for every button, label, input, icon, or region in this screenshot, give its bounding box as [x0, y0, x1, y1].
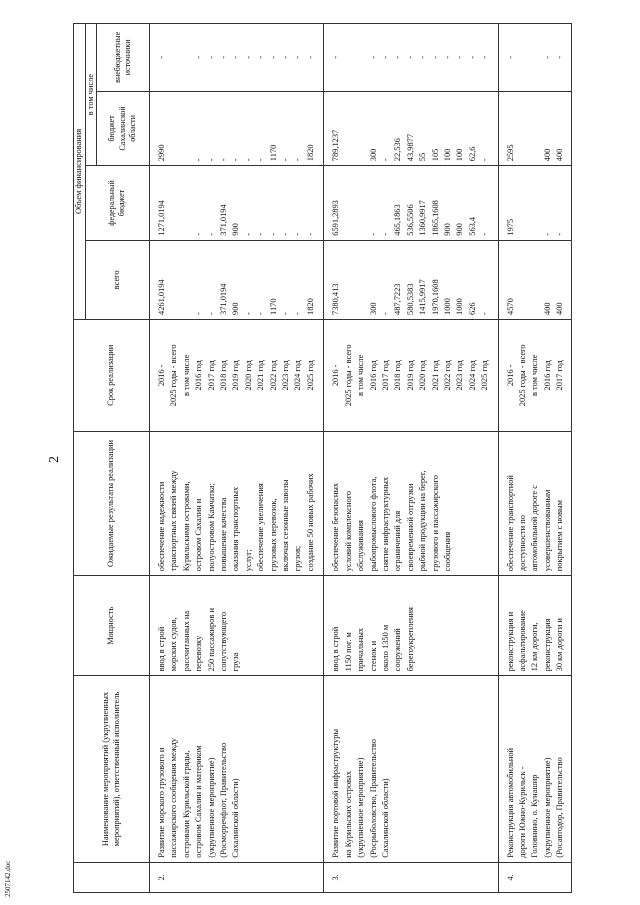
- amount-regional-line: 62,6: [467, 146, 477, 162]
- amount-extra-line: -: [480, 55, 490, 59]
- expected-results-line: включая сезонные завозы: [281, 479, 291, 572]
- amount-total-line: -: [380, 312, 390, 315]
- header-total: всего: [85, 240, 150, 319]
- implementation-period-line: 2017 год: [380, 360, 390, 391]
- amount-federal-line: -: [194, 232, 204, 236]
- measure-name: [498, 676, 571, 862]
- expected-results-line: полуостровом Камчатка;: [206, 483, 216, 572]
- amount-regional-line: 55: [418, 152, 428, 162]
- expected-results-line: обеспечение увеличения: [256, 483, 266, 572]
- header-num: [74, 862, 150, 892]
- capacity-line: стенок и: [368, 640, 378, 672]
- amount-extra-line: -: [405, 55, 415, 59]
- implementation-period-line: 2024 год: [293, 360, 303, 391]
- amount-total-line: 1820: [305, 298, 315, 315]
- capacity-line: рассчитанных на: [181, 610, 191, 672]
- amount-federal-line: -: [293, 232, 303, 236]
- amount-federal-line: -: [243, 232, 253, 236]
- amount-total-line: 7380,413: [331, 283, 341, 315]
- amount-regional-line: 22,536: [393, 138, 403, 162]
- header-row-1: [74, 24, 86, 893]
- expected-results-line: оказания транспортных: [231, 486, 241, 572]
- amount-total-line: -: [281, 312, 291, 315]
- amount-total-line: 300: [368, 302, 378, 315]
- capacity-line: асфальтирование: [517, 610, 527, 672]
- implementation-period-line: 2021 год: [430, 360, 440, 391]
- amount-regional-line: 400: [542, 148, 552, 162]
- expected-results-line: условий комплексного: [343, 490, 353, 572]
- amount-total: [150, 240, 324, 319]
- measure-name-line: (Росрыболовство, Правительство: [368, 739, 378, 858]
- amount-extra-line: -: [293, 55, 303, 59]
- expected-results-line: услуг;: [243, 549, 253, 572]
- amount-federal-line: -: [555, 232, 565, 236]
- amount-extra-line: -: [455, 55, 465, 59]
- amount-regional-line: 100: [442, 148, 452, 162]
- expected-results-line: грузовых перевозок,: [268, 498, 278, 572]
- implementation-period-line: 2022 год: [442, 360, 452, 391]
- measure-name-line: (Росавтодор, Правительство: [555, 757, 565, 858]
- amount-total-line: 371,0194: [219, 283, 229, 315]
- amount-federal-line: -: [480, 232, 490, 236]
- capacity-line: 12 км дороги,: [530, 622, 540, 672]
- amount-extra-line: -: [194, 55, 204, 59]
- amount-regional-line: 2990: [157, 144, 166, 162]
- amount-extra: [498, 24, 571, 92]
- amount-total-line: -: [194, 312, 204, 315]
- capacity: [150, 576, 324, 676]
- implementation-period-line: 2025 годы - всего: [517, 344, 527, 407]
- amount-extra-line: -: [380, 55, 390, 59]
- measure-name-line: Развитие портовой инфраструктуры: [331, 728, 341, 858]
- header-name: Наименование мероприятий (укрупненных мероприятий), ответственный исполнитель: [74, 676, 150, 862]
- amount-total: [324, 240, 498, 319]
- footer-filename: 2507142.doc: [4, 860, 12, 897]
- expected-results-line: грузов;: [293, 545, 303, 572]
- implementation-period-line: 2021 год: [256, 360, 266, 391]
- amount-total-line: 487,7223: [393, 283, 403, 315]
- amount-extra-line: [181, 28, 193, 87]
- amount-total-line: [168, 245, 180, 315]
- amount-regional-line: 2595: [505, 144, 515, 162]
- capacity-line: причальных: [356, 627, 366, 672]
- amount-regional: [324, 91, 498, 166]
- amount-total-line: -: [293, 312, 303, 315]
- table-row: [324, 24, 498, 893]
- table-row: [498, 24, 571, 893]
- amount-federal-line: -: [380, 232, 390, 236]
- expected-results: [498, 431, 571, 575]
- amount-federal-line: -: [542, 232, 552, 236]
- measure-name-line: островом Сахалин и материком: [194, 745, 204, 858]
- measure-name-line: Реконструкция автомобильной: [505, 747, 515, 858]
- implementation-period-line: 2016 год: [368, 360, 378, 391]
- amount-regional-line: [517, 96, 529, 162]
- amount-total-line: 900: [231, 302, 241, 315]
- amount-regional-line: [355, 96, 367, 162]
- capacity-line: ввод в строй: [331, 626, 341, 672]
- amount-total-line: -: [256, 312, 266, 315]
- amount-federal: [324, 166, 498, 241]
- amount-federal-line: -: [305, 232, 315, 236]
- amount-federal-line: 1360,9917: [418, 200, 428, 236]
- expected-results-line: обеспечение безопасных: [331, 482, 341, 572]
- implementation-period-line: 2016 -: [157, 364, 166, 387]
- implementation-period-line: в том числе: [181, 354, 191, 397]
- table-row: [150, 24, 324, 893]
- capacity: [324, 576, 498, 676]
- amount-extra-line: [355, 28, 367, 87]
- implementation-period-line: 2025 годы - всего: [169, 344, 179, 407]
- header-regional: бюджет Сахалинской области: [97, 91, 150, 166]
- implementation-period-line: 2017 год: [206, 360, 216, 391]
- amount-regional: [498, 91, 571, 166]
- amount-regional-line: -: [293, 158, 303, 162]
- amount-extra-line: -: [281, 55, 291, 59]
- amount-federal-line: [355, 170, 367, 236]
- amount-total-line: 626: [467, 302, 477, 315]
- amount-total-line: 1970,1608: [430, 279, 440, 315]
- measure-name: [324, 676, 498, 862]
- amount-regional-line: -: [480, 158, 490, 162]
- amount-total-line: 4570: [505, 298, 515, 315]
- amount-federal-line: 371,0194: [219, 204, 229, 236]
- amount-regional-line: [181, 96, 193, 162]
- amount-total-line: 400: [542, 302, 552, 315]
- amount-extra-line: -: [430, 55, 440, 59]
- measure-name-line: Развитие морского грузового и: [157, 747, 166, 858]
- amount-extra-line: -: [157, 55, 166, 59]
- capacity-line: реконструкция: [542, 618, 552, 672]
- header-power: Мощность: [74, 576, 150, 676]
- expected-results-line: автомобильной дороге с: [530, 484, 540, 572]
- header-results: Ожидаемые результаты реализации: [74, 431, 150, 575]
- amount-extra-line: -: [331, 55, 341, 59]
- measure-name: [150, 676, 324, 862]
- implementation-period-line: 2023 год: [281, 360, 291, 391]
- capacity: [498, 576, 571, 676]
- amount-federal-line: 6591,2893: [331, 200, 341, 236]
- amount-extra-line: -: [256, 55, 266, 59]
- amount-regional-line: 100: [455, 148, 465, 162]
- amount-extra-line: -: [206, 55, 216, 59]
- amount-federal-line: [517, 170, 529, 236]
- amount-federal-line: -: [281, 232, 291, 236]
- page-number: 2: [47, 456, 62, 463]
- expected-results-line: островом Сахалин и: [194, 498, 204, 572]
- implementation-period-line: 2025 годы - всего: [343, 344, 353, 407]
- amount-total-line: 4261,0194: [157, 279, 166, 315]
- amount-total-line: [181, 245, 193, 315]
- measure-name-line: (Росморречфлот, Правительство: [219, 742, 229, 858]
- header-including: в том числе: [85, 24, 97, 166]
- implementation-period-line: в том числе: [530, 354, 540, 397]
- amount-total-line: 580,5383: [405, 283, 415, 315]
- expected-results: [324, 431, 498, 575]
- expected-results-line: повышение качества: [219, 497, 229, 572]
- header-extra: внебюджетные источники: [97, 24, 150, 92]
- amount-extra-line: -: [219, 55, 229, 59]
- capacity-line: сооружений: [393, 628, 403, 672]
- row-number: 4.: [498, 862, 571, 892]
- amount-extra-line: [517, 28, 529, 87]
- amount-federal-line: 1865,1608: [430, 200, 440, 236]
- expected-results-line: своевременной отгрузки: [405, 483, 415, 572]
- amount-extra-line: -: [505, 55, 515, 59]
- expected-results-line: обеспечение надежности: [157, 481, 166, 572]
- measure-name-line: пассажирского сообщения между: [169, 738, 179, 858]
- amount-federal-line: [181, 170, 193, 236]
- expected-results-line: покрытием с новым: [555, 500, 565, 572]
- amount-extra-line: -: [542, 55, 552, 59]
- implementation-period-line: 2020 год: [243, 360, 253, 391]
- amount-regional-line: -: [219, 158, 229, 162]
- amount-extra-line: -: [368, 55, 378, 59]
- expected-results-line: обеспечение транспортной: [505, 475, 515, 572]
- measure-name-line: (укрупненное мероприятие): [206, 757, 216, 858]
- expected-results-line: транспортных связей между: [169, 470, 179, 572]
- amount-regional-line: 400: [555, 148, 565, 162]
- amount-extra-line: [529, 28, 541, 87]
- expected-results-line: ограничений для: [393, 510, 403, 572]
- amount-regional-line: -: [243, 158, 253, 162]
- amount-total-line: [517, 245, 529, 315]
- amount-total-line: -: [243, 312, 253, 315]
- amount-regional-line: -: [206, 158, 216, 162]
- implementation-period: [324, 319, 498, 431]
- amount-regional-line: [343, 96, 355, 162]
- expected-results-line: снятие инфраструктурных: [380, 476, 390, 572]
- amount-regional-line: 1170: [268, 144, 278, 162]
- amount-regional-line: -: [281, 158, 291, 162]
- expected-results: [150, 431, 324, 575]
- capacity-line: реконструкция и: [505, 611, 515, 672]
- expected-results-line: обслуживания: [356, 520, 366, 572]
- measure-name-line: на Курильских островах: [343, 771, 353, 858]
- amount-total-line: -: [206, 312, 216, 315]
- amount-total-line: 1000: [442, 298, 452, 315]
- amount-regional-line: [168, 96, 180, 162]
- amount-regional-line: -: [194, 158, 204, 162]
- amount-federal-line: -: [256, 232, 266, 236]
- amount-federal-line: -: [368, 232, 378, 236]
- implementation-period-line: 2016 -: [331, 364, 341, 387]
- implementation-period-line: 2023 год: [455, 360, 465, 391]
- amount-regional-line: -: [256, 158, 266, 162]
- amount-extra-line: -: [555, 55, 565, 59]
- implementation-period: [150, 319, 324, 431]
- measure-name-line: Головнино, о. Кунашир: [530, 774, 540, 858]
- implementation-period-line: в том числе: [356, 354, 366, 397]
- amount-federal-line: [529, 170, 541, 236]
- header-financing: Объем финансирования: [74, 24, 86, 320]
- row-number: 3.: [324, 862, 498, 892]
- expected-results-line: рыбной продукции на берег,: [418, 470, 428, 572]
- amount-regional-line: 789,1237: [331, 129, 341, 162]
- amount-extra-line: -: [243, 55, 253, 59]
- amount-total-line: [355, 245, 367, 315]
- amount-regional-line: 105: [430, 148, 440, 162]
- capacity-line: 250 пассажиров и: [206, 608, 216, 672]
- amount-extra: [150, 24, 324, 92]
- amount-federal-line: 900: [455, 223, 465, 236]
- amount-total-line: 1415,9917: [418, 279, 428, 315]
- amount-extra-line: [168, 28, 180, 87]
- amount-total-line: [343, 245, 355, 315]
- amount-regional-line: 1820: [305, 144, 315, 162]
- row-number: 2.: [150, 862, 324, 892]
- amount-extra-line: -: [268, 55, 278, 59]
- amount-regional-line: 43,9877: [405, 133, 415, 162]
- amount-extra-line: -: [467, 55, 477, 59]
- amount-federal-line: 900: [442, 223, 452, 236]
- amount-extra-line: -: [442, 55, 452, 59]
- amount-extra-line: [343, 28, 355, 87]
- expected-results-line: создание 50 новых рабочих: [305, 473, 315, 572]
- expected-results-line: рыбопромыслового флота,: [368, 476, 378, 572]
- amount-regional-line: -: [231, 158, 241, 162]
- financing-table: [73, 23, 572, 893]
- amount-total-line: -: [480, 312, 490, 315]
- amount-regional: [150, 91, 324, 166]
- amount-total-line: 400: [555, 302, 565, 315]
- measure-name-line: (укрупненное мероприятие): [542, 757, 552, 858]
- amount-federal-line: 465,1863: [393, 204, 403, 236]
- capacity-line: морских судов,: [169, 617, 179, 672]
- implementation-period-line: 2022 год: [268, 360, 278, 391]
- amount-federal-line: 900: [231, 223, 241, 236]
- expected-results-line: усовершенствованным: [542, 489, 552, 572]
- amount-total-line: [529, 245, 541, 315]
- amount-extra-line: -: [393, 55, 403, 59]
- expected-results-line: грузового и пассажирского: [430, 475, 440, 572]
- amount-federal-line: 1271,0194: [157, 200, 166, 236]
- amount-extra-line: -: [231, 55, 241, 59]
- expected-results-line: доступности по: [517, 515, 527, 572]
- amount-federal-line: -: [206, 232, 216, 236]
- amount-regional-line: [529, 96, 541, 162]
- measure-name-line: Сахалинской области): [380, 778, 390, 858]
- amount-federal-line: [343, 170, 355, 236]
- amount-extra: [324, 24, 498, 92]
- amount-extra-line: -: [418, 55, 428, 59]
- amount-total: [498, 240, 571, 319]
- implementation-period-line: 2016 -: [505, 364, 515, 387]
- amount-federal-line: 1975: [505, 218, 515, 236]
- implementation-period-line: 2019 год: [405, 360, 415, 391]
- implementation-period-line: 2016 год: [194, 360, 204, 391]
- implementation-period-line: 2017 год: [555, 360, 565, 391]
- header-federal: федеральный бюджет: [85, 166, 150, 241]
- amount-federal-line: [168, 170, 180, 236]
- implementation-period-line: 2025 год: [480, 360, 490, 391]
- implementation-period-line: 2020 год: [418, 360, 428, 391]
- measure-name-line: островами Курильской гряды,: [181, 750, 191, 858]
- implementation-period-line: 2019 год: [231, 360, 241, 391]
- capacity-line: 1150 пог. м: [343, 632, 353, 672]
- capacity-line: ввод в строй: [157, 626, 166, 672]
- implementation-period-line: 2018 год: [219, 360, 229, 391]
- amount-extra-line: -: [305, 55, 315, 59]
- expected-results-line: сообщения: [442, 531, 452, 572]
- amount-total-line: 1170: [268, 298, 278, 315]
- implementation-period-line: 2018 год: [393, 360, 403, 391]
- amount-federal: [150, 166, 324, 241]
- amount-total-line: 1000: [455, 298, 465, 315]
- measure-name-line: дороги Южно-Курильск -: [517, 766, 527, 858]
- measure-name-line: (укрупненное мероприятие): [356, 757, 366, 858]
- implementation-period-line: 2025 год: [305, 360, 315, 391]
- capacity-line: сопутствующего: [219, 611, 229, 672]
- implementation-period-line: 2024 год: [467, 360, 477, 391]
- amount-regional-line: 300: [368, 148, 378, 162]
- amount-federal-line: -: [268, 232, 278, 236]
- capacity-line: перевозку: [194, 635, 204, 672]
- header-period: Срок реализации: [74, 319, 150, 431]
- amount-federal-line: 536,5506: [405, 204, 415, 236]
- expected-results-line: Курильскими островами,: [181, 481, 191, 572]
- measure-name-line: Сахалинской области): [231, 778, 241, 858]
- amount-federal-line: 563,4: [467, 216, 477, 236]
- capacity-line: 30 км дороги и: [555, 618, 565, 672]
- capacity-line: около 1350 м: [380, 624, 390, 672]
- amount-regional-line: -: [380, 158, 390, 162]
- implementation-period: [498, 319, 571, 431]
- implementation-period-line: 2016 год: [542, 360, 552, 391]
- capacity-line: берегоукрепления: [405, 607, 415, 672]
- capacity-line: груза: [231, 652, 241, 672]
- amount-federal: [498, 166, 571, 241]
